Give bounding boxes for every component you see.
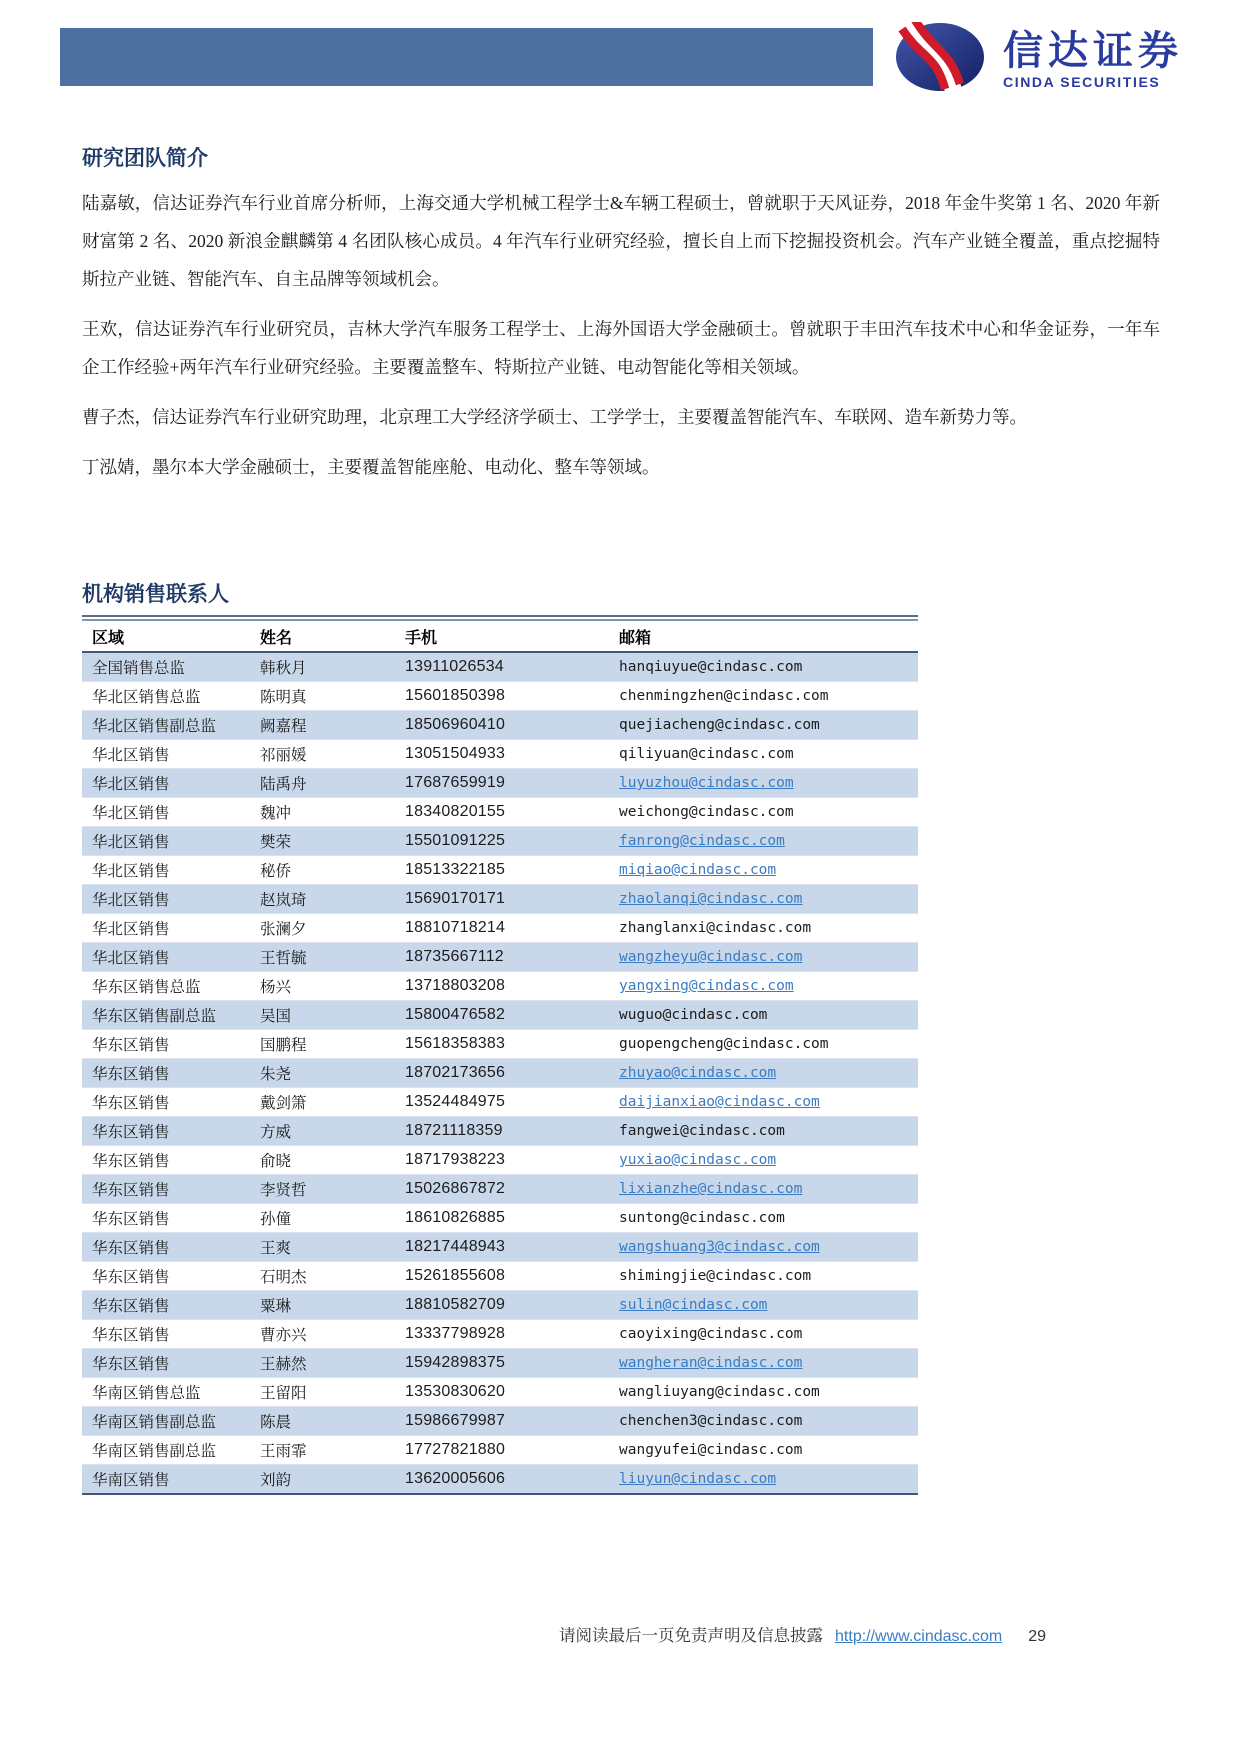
cell-name: 刘韵 <box>250 1465 395 1495</box>
cell-name: 樊荣 <box>250 827 395 856</box>
cell-phone: 15026867872 <box>395 1175 609 1204</box>
cell-region: 华北区销售 <box>82 885 250 914</box>
cell-phone: 18217448943 <box>395 1233 609 1262</box>
cell-phone: 15261855608 <box>395 1262 609 1291</box>
cell-email: chenchen3@cindasc.com <box>609 1407 918 1436</box>
cell-name: 祁丽媛 <box>250 740 395 769</box>
contacts-table-body <box>82 652 918 1494</box>
cell-email-link[interactable]: wangheran@cindasc.com <box>609 1349 918 1378</box>
cell-region: 华东区销售总监 <box>82 972 250 1001</box>
table-row <box>82 740 918 769</box>
cell-name: 俞晓 <box>250 1146 395 1175</box>
cell-region: 华东区销售 <box>82 1088 250 1117</box>
cell-email-link[interactable]: yangxing@cindasc.com <box>609 972 918 1001</box>
cell-phone: 18702173656 <box>395 1059 609 1088</box>
cell-region: 华北区销售副总监 <box>82 711 250 740</box>
cell-phone: 18340820155 <box>395 798 609 827</box>
table-row <box>82 1030 918 1059</box>
cell-region: 华东区销售 <box>82 1117 250 1146</box>
cell-region: 华北区销售 <box>82 740 250 769</box>
cell-region: 华南区销售总监 <box>82 1378 250 1407</box>
cell-region: 华东区销售 <box>82 1204 250 1233</box>
cell-phone: 13051504933 <box>395 740 609 769</box>
footer-disclaimer: 请阅读最后一页免责声明及信息披露 <box>559 1626 824 1645</box>
contacts-section-title: 机构销售联系人 <box>82 578 918 617</box>
table-row <box>82 682 918 711</box>
cell-phone: 17727821880 <box>395 1436 609 1465</box>
cell-region: 华南区销售 <box>82 1465 250 1495</box>
cell-name: 曹亦兴 <box>250 1320 395 1349</box>
cell-name: 李贤哲 <box>250 1175 395 1204</box>
team-paragraph: 陆嘉敏，信达证券汽车行业首席分析师，上海交通大学机械工程学士&车辆工程硕士，曾就职于天风证券，2018 年金牛奖第 1 名、2020 年新财富第 2 名、2020 新浪金麒麟第 4 名团队核心成员。4 年汽车行业研究经验，擅长自上而下挖掘投资机会。汽车产业链全覆盖，重点挖掘特斯拉产业链、智能汽车、自主品牌等领域机会。 <box>82 193 1160 289</box>
cell-phone: 18513322185 <box>395 856 609 885</box>
cell-name: 杨兴 <box>250 972 395 1001</box>
cell-email-link[interactable]: luyuzhou@cindasc.com <box>609 769 918 798</box>
cell-email: wangliuyang@cindasc.com <box>609 1378 918 1407</box>
contacts-table-header <box>82 620 918 652</box>
cell-phone: 13524484975 <box>395 1088 609 1117</box>
cell-name: 方威 <box>250 1117 395 1146</box>
table-row <box>82 1204 918 1233</box>
table-row <box>82 943 918 972</box>
table-row <box>82 1436 918 1465</box>
table-row <box>82 1233 918 1262</box>
col-header-name: 姓名 <box>250 620 395 652</box>
cell-name: 国鹏程 <box>250 1030 395 1059</box>
cell-phone: 15690170171 <box>395 885 609 914</box>
cell-name: 阙嘉程 <box>250 711 395 740</box>
table-row <box>82 1262 918 1291</box>
cell-email: shimingjie@cindasc.com <box>609 1262 918 1291</box>
cell-name: 王雨霏 <box>250 1436 395 1465</box>
table-row <box>82 1088 918 1117</box>
cell-name: 陆禹舟 <box>250 769 395 798</box>
cell-region: 华东区销售 <box>82 1320 250 1349</box>
table-row <box>82 914 918 943</box>
logo-name-en: CINDA SECURITIES <box>1003 73 1161 90</box>
table-row <box>82 1146 918 1175</box>
cell-email-link[interactable]: wangzheyu@cindasc.com <box>609 943 918 972</box>
cell-phone: 18810582709 <box>395 1291 609 1320</box>
table-row <box>82 1001 918 1030</box>
cell-phone: 18810718214 <box>395 914 609 943</box>
table-row <box>82 1059 918 1088</box>
cell-name: 王赫然 <box>250 1349 395 1378</box>
table-row <box>82 798 918 827</box>
table-row <box>82 1407 918 1436</box>
cell-phone: 18721118359 <box>395 1117 609 1146</box>
table-row <box>82 1291 918 1320</box>
cell-name: 韩秋月 <box>250 652 395 682</box>
cell-email-link[interactable]: daijianxiao@cindasc.com <box>609 1088 918 1117</box>
page-footer <box>0 1622 1046 1646</box>
cell-phone: 15501091225 <box>395 827 609 856</box>
header-bar <box>60 28 873 86</box>
cell-email-link[interactable]: zhaolanqi@cindasc.com <box>609 885 918 914</box>
col-header-region: 区域 <box>82 620 250 652</box>
cell-name: 吴国 <box>250 1001 395 1030</box>
cell-email: wuguo@cindasc.com <box>609 1001 918 1030</box>
cinda-logo <box>893 22 1183 97</box>
team-paragraph: 王欢，信达证券汽车行业研究员，吉林大学汽车服务工程学士、上海外国语大学金融硕士。曾就职于丰田汽车技术中心和华金证券，一年车企工作经验+两年汽车行业研究经验。主要覆盖整车、特斯拉产业链、电动智能化等相关领域。 <box>82 319 1160 377</box>
cell-region: 华北区销售 <box>82 943 250 972</box>
cell-name: 粟琳 <box>250 1291 395 1320</box>
cell-name: 赵岚琦 <box>250 885 395 914</box>
cell-email-link[interactable]: lixianzhe@cindasc.com <box>609 1175 918 1204</box>
table-row <box>82 1465 918 1495</box>
cell-region: 华东区销售 <box>82 1030 250 1059</box>
table-row <box>82 885 918 914</box>
cell-region: 华东区销售 <box>82 1262 250 1291</box>
cell-email-link[interactable]: fanrong@cindasc.com <box>609 827 918 856</box>
logo-text <box>1003 28 1183 90</box>
cell-region: 华北区销售 <box>82 769 250 798</box>
cell-email-link[interactable]: liuyun@cindasc.com <box>609 1465 918 1495</box>
cell-email: guopengcheng@cindasc.com <box>609 1030 918 1059</box>
cell-email: caoyixing@cindasc.com <box>609 1320 918 1349</box>
cell-email-link[interactable]: wangshuang3@cindasc.com <box>609 1233 918 1262</box>
table-row <box>82 827 918 856</box>
cell-region: 华北区销售 <box>82 798 250 827</box>
cell-phone: 18506960410 <box>395 711 609 740</box>
cell-phone: 15942898375 <box>395 1349 609 1378</box>
cinda-logo-icon <box>893 22 987 97</box>
contacts-table <box>82 619 918 1495</box>
table-row <box>82 652 918 682</box>
cell-email: weichong@cindasc.com <box>609 798 918 827</box>
cell-email-link[interactable]: sulin@cindasc.com <box>609 1291 918 1320</box>
page-number: 29 <box>1028 1628 1046 1645</box>
cell-phone: 15986679987 <box>395 1407 609 1436</box>
cell-region: 华北区销售总监 <box>82 682 250 711</box>
cell-email: quejiacheng@cindasc.com <box>609 711 918 740</box>
cell-phone: 15618358383 <box>395 1030 609 1059</box>
cell-region: 华南区销售副总监 <box>82 1407 250 1436</box>
cell-name: 戴剑箫 <box>250 1088 395 1117</box>
cell-email: qiliyuan@cindasc.com <box>609 740 918 769</box>
cell-phone: 13718803208 <box>395 972 609 1001</box>
table-row <box>82 1320 918 1349</box>
cell-region: 华北区销售 <box>82 856 250 885</box>
cell-phone: 13620005606 <box>395 1465 609 1495</box>
cell-name: 陈晨 <box>250 1407 395 1436</box>
page-header <box>0 0 1241 96</box>
cell-region: 华东区销售副总监 <box>82 1001 250 1030</box>
cell-name: 朱尧 <box>250 1059 395 1088</box>
header-row <box>82 620 918 652</box>
cell-region: 华东区销售 <box>82 1349 250 1378</box>
cell-email: fangwei@cindasc.com <box>609 1117 918 1146</box>
cell-email: zhanglanxi@cindasc.com <box>609 914 918 943</box>
cell-region: 全国销售总监 <box>82 652 250 682</box>
cell-phone: 18717938223 <box>395 1146 609 1175</box>
cell-name: 张澜夕 <box>250 914 395 943</box>
cell-phone: 13911026534 <box>395 652 609 682</box>
cell-name: 魏冲 <box>250 798 395 827</box>
cell-name: 孙僮 <box>250 1204 395 1233</box>
cell-region: 华北区销售 <box>82 914 250 943</box>
cell-region: 华东区销售 <box>82 1233 250 1262</box>
cell-name: 王爽 <box>250 1233 395 1262</box>
cell-region: 华东区销售 <box>82 1291 250 1320</box>
table-row <box>82 856 918 885</box>
cell-phone: 13530830620 <box>395 1378 609 1407</box>
cell-phone: 15800476582 <box>395 1001 609 1030</box>
table-row <box>82 1378 918 1407</box>
team-section-title: 研究团队简介 <box>82 147 208 170</box>
cell-name: 秘侨 <box>250 856 395 885</box>
cell-phone: 13337798928 <box>395 1320 609 1349</box>
cell-email-link[interactable]: yuxiao@cindasc.com <box>609 1146 918 1175</box>
cell-region: 华北区销售 <box>82 827 250 856</box>
cell-email: chenmingzhen@cindasc.com <box>609 682 918 711</box>
cell-email: suntong@cindasc.com <box>609 1204 918 1233</box>
table-row <box>82 711 918 740</box>
page-content <box>0 142 1241 1495</box>
cell-phone: 18610826885 <box>395 1204 609 1233</box>
cell-email: wangyufei@cindasc.com <box>609 1436 918 1465</box>
cell-phone: 15601850398 <box>395 682 609 711</box>
col-header-phone: 手机 <box>395 620 609 652</box>
cell-region: 华南区销售副总监 <box>82 1436 250 1465</box>
cell-name: 王哲毓 <box>250 943 395 972</box>
cell-email-link[interactable]: zhuyao@cindasc.com <box>609 1059 918 1088</box>
table-row <box>82 769 918 798</box>
table-row <box>82 1175 918 1204</box>
team-paragraph: 丁泓婧，墨尔本大学金融硕士，主要覆盖智能座舱、电动化、整车等领域。 <box>82 457 660 477</box>
table-row <box>82 1349 918 1378</box>
footer-url-link[interactable]: http://www.cindasc.com <box>835 1628 1003 1645</box>
cell-email-link[interactable]: miqiao@cindasc.com <box>609 856 918 885</box>
table-row <box>82 1117 918 1146</box>
logo-name-cn: 信达证券 <box>1003 28 1183 73</box>
cell-phone: 17687659919 <box>395 769 609 798</box>
cell-email: hanqiuyue@cindasc.com <box>609 652 918 682</box>
table-row <box>82 972 918 1001</box>
cell-name: 王留阳 <box>250 1378 395 1407</box>
cell-name: 陈明真 <box>250 682 395 711</box>
cell-region: 华东区销售 <box>82 1059 250 1088</box>
cell-region: 华东区销售 <box>82 1175 250 1204</box>
team-paragraph: 曹子杰，信达证券汽车行业研究助理，北京理工大学经济学硕士、工学学士，主要覆盖智能汽车、车联网、造车新势力等。 <box>82 407 1027 427</box>
cell-name: 石明杰 <box>250 1262 395 1291</box>
cell-phone: 18735667112 <box>395 943 609 972</box>
cell-region: 华东区销售 <box>82 1146 250 1175</box>
col-header-email: 邮箱 <box>609 620 918 652</box>
